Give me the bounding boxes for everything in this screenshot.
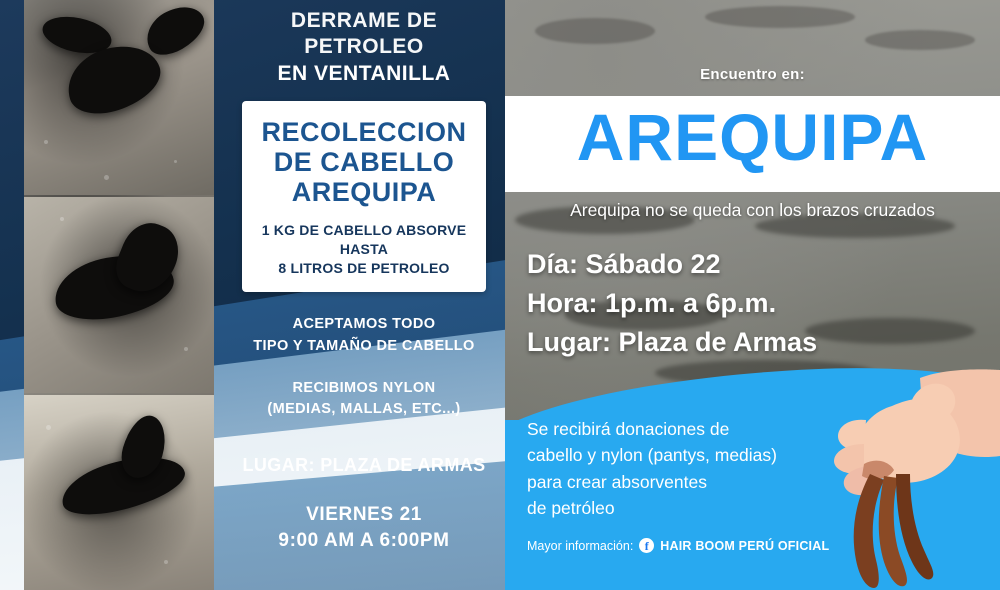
nylon-note (228, 378, 500, 422)
card-title-line-3: AREQUIPA (291, 177, 437, 208)
city-name: AREQUIPA (576, 100, 929, 174)
card-sub-line-1: 1 KG DE CABELLO ABSORVE HASTA (261, 222, 467, 258)
right-poster (505, 0, 1000, 590)
collection-card-subtitle (252, 221, 476, 278)
left-poster-text (228, 0, 500, 590)
donation-note (527, 416, 837, 521)
photo-strip (24, 0, 214, 590)
event-place: Lugar: Plaza de Armas (527, 327, 818, 358)
left-date-line-1: VIERNES 21 (306, 504, 422, 526)
more-info-label: Mayor información: (527, 538, 634, 553)
event-day: Día: Sábado 22 (527, 249, 721, 279)
left-header-line-2: EN VENTANILLA (277, 61, 451, 85)
left-poster-header (228, 8, 500, 87)
accepted-hair-note (228, 314, 500, 358)
card-title-line-1: RECOLECCION (261, 116, 467, 147)
meeting-label: Encuentro en: (700, 66, 805, 83)
donation-line-2: cabello y nylon (pantys, medias) (527, 445, 777, 466)
accepted-line-1: ACEPTAMOS TODO (292, 316, 436, 333)
hand-hair-svg (800, 360, 1000, 590)
event-hour: Hora: 1p.m. a 6p.m. (527, 288, 777, 319)
left-header-line-1: DERRAME DE PETROLEO (290, 9, 438, 59)
donation-line-1: Se recibirá donaciones de (527, 419, 730, 439)
left-poster-place: LUGAR: PLAZA DE ARMAS (242, 455, 486, 476)
photo-oiled-bird-1 (24, 0, 214, 197)
card-title-line-2: DE CABELLO (273, 146, 455, 177)
donation-line-4: de petróleo (527, 497, 615, 518)
more-info (527, 538, 829, 553)
facebook-page-handle: HAIR BOOM PERÚ OFICIAL (660, 538, 830, 553)
hand-holding-hair-illustration (800, 360, 1000, 590)
slogan: Arequipa no se queda con los brazos cruzados (570, 200, 935, 220)
photo-oiled-bird-3 (24, 395, 214, 590)
nylon-line-1: RECIBIMOS NYLON (292, 379, 436, 396)
left-poster-date (228, 502, 500, 553)
event-details (527, 245, 817, 362)
accepted-line-2: TIPO Y TAMAÑO DE CABELLO (253, 337, 475, 354)
photo-oiled-bird-2 (24, 197, 214, 394)
collection-card-title (252, 117, 476, 208)
nylon-line-2: (MEDIAS, MALLAS, ETC...) (267, 401, 461, 418)
card-sub-line-2: 8 LITROS DE PETROLEO (278, 260, 450, 277)
collection-card (242, 101, 486, 292)
donation-line-3: para crear absorventes (527, 471, 707, 492)
left-date-line-2: 9:00 AM A 6:00PM (278, 529, 450, 551)
facebook-icon: f (639, 538, 654, 553)
